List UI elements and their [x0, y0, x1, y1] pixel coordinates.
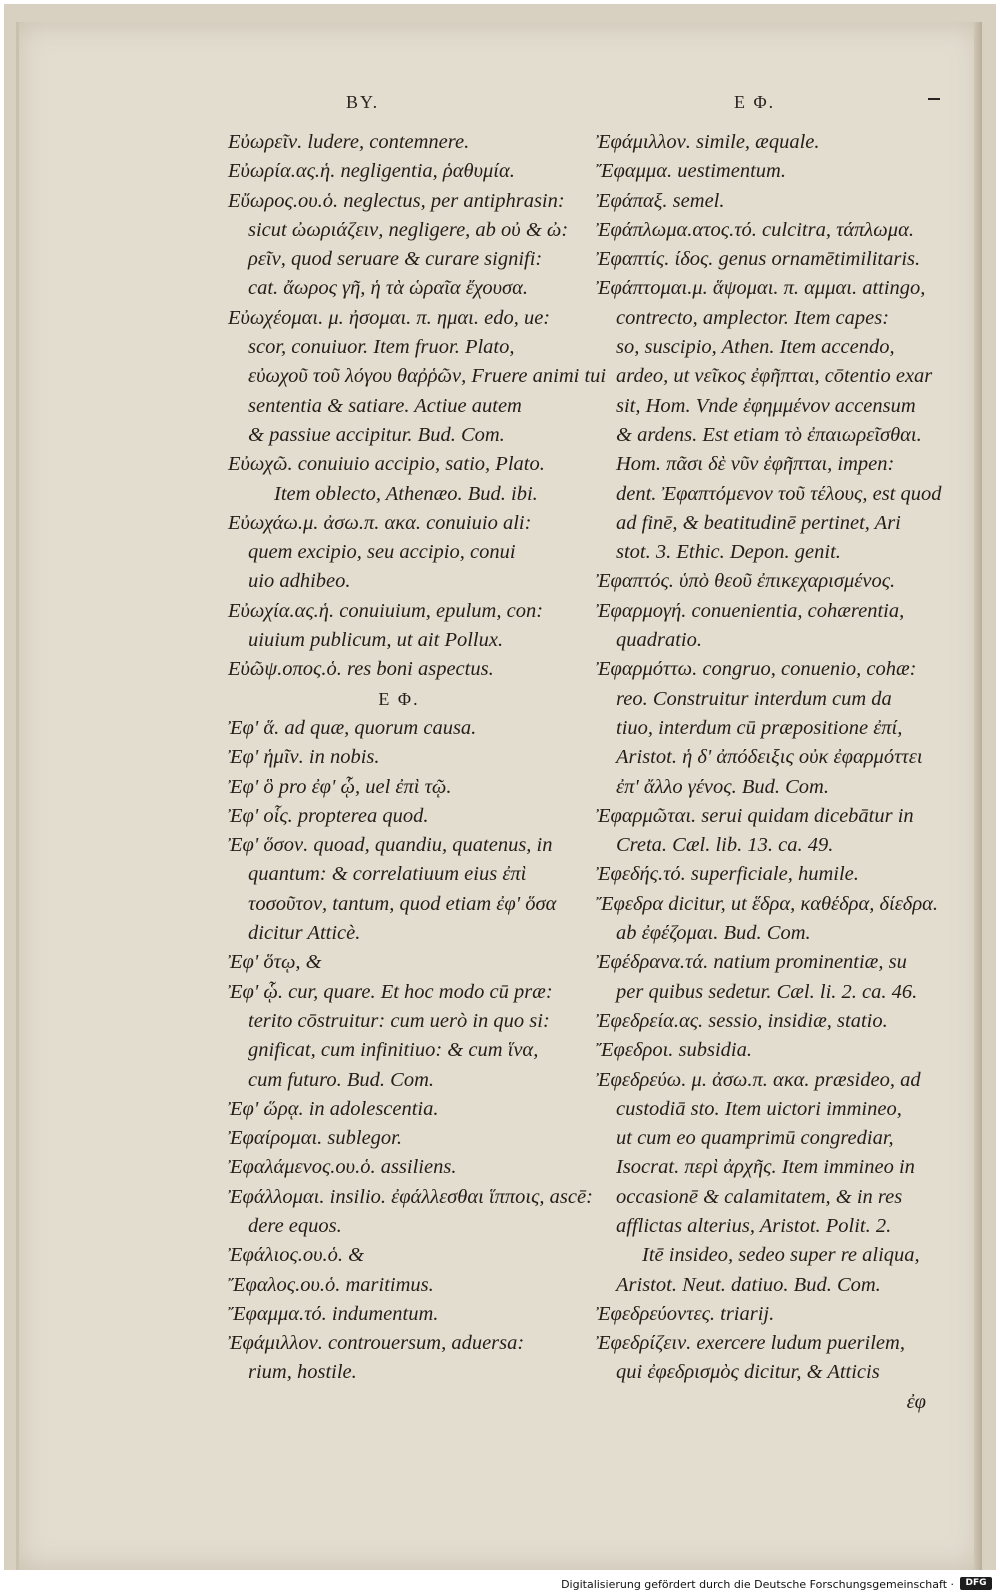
entry-line: Ἐφ' ἅ. ad quæ, quorum causa.: [228, 716, 477, 739]
entry-line: Creta. Cæl. lib. 13. ca. 49.: [616, 834, 834, 857]
entry-line: ἐπ' ἄλλο γένος. Bud. Com.: [616, 775, 829, 798]
entry-line: & passiue accipitur. Bud. Com.: [248, 423, 505, 446]
entry-line: ad finē, & beatitudinē pertinet, Ari: [616, 511, 901, 534]
scan-background: [4, 4, 996, 1570]
entry-line: sicut ὠωριάζειν, negligere, ab οὐ & ὠ:: [248, 218, 569, 241]
entry-line: Εὐωρεῖν. ludere, contemnere.: [228, 131, 470, 153]
entry-line: Ἐφεδής.τό. superficiale, humile.: [596, 863, 859, 886]
entry-line: Ἐφεδρεία.ας. sessio, insidiæ, statio.: [596, 1009, 888, 1032]
entry-line: Ἐφ' ὃ pro ἐφ' ᾧ, uel ἐπὶ τῷ.: [228, 775, 452, 798]
entry-line: Ἐφάλλομαι. insilio. ἐφάλλεσθαι ἵπποις, ascē:: [228, 1185, 593, 1208]
entry-line: quem excipio, seu accipio, conui: [248, 541, 516, 564]
entry-line: cum futuro. Bud. Com.: [248, 1068, 435, 1091]
entry-line: dicitur Atticè.: [248, 922, 361, 945]
entry-line: Ἔφαμμα. uestimentum.: [596, 160, 786, 183]
entry-line: Isocrat. περὶ ἀρχῆς. Item immineo in: [616, 1156, 915, 1179]
entry-line: ρεῖν, quod seruare & curare signifi:: [248, 248, 543, 271]
entry-line: Ἐφ' ᾧ. cur, quare. Et hoc modo cū præ:: [228, 980, 553, 1003]
entry-line: Εὐωχέομαι. μ. ἠσομαι. π. ημαι. edo, ue:: [228, 306, 551, 329]
entry-line: gnificat, cum infinitiuo: & cum ἵνα,: [248, 1039, 539, 1062]
entry-line: Ἐφεδρίζειν. exercere ludum puerilem,: [596, 1332, 905, 1355]
entry-line: scor, conuiuor. Item fruor. Plato,: [248, 336, 515, 359]
entry-line: Itē insideo, sedeo super re aliqua,: [642, 1244, 920, 1267]
entry-line: Item oblecto, Athenæo. Bud. ibi.: [274, 482, 538, 505]
entry-line: Ἔφεδροι. subsidia.: [596, 1039, 752, 1062]
entry-line: Ἐφάμιλλον. simile, æquale.: [596, 131, 820, 153]
page-gutter: [16, 22, 19, 1570]
entry-line: Εὐωχῶ. conuiuio accipio, satio, Plato.: [228, 453, 545, 476]
running-head-right: Ε Φ.: [734, 92, 776, 112]
entry-line: ut cum eo quamprimū congrediar,: [616, 1127, 894, 1150]
entry-line: Ἐφέδρανα.τά. natium prominentiæ, su: [596, 951, 907, 974]
entry-line: Ἐφάπλωμα.ατος.τό. culcitra, τάπλωμα.: [596, 218, 914, 241]
entry-line: quadratio.: [616, 629, 702, 652]
entry-line: dere equos.: [248, 1214, 342, 1237]
entry-line: Εὐῶψ.οπος.ὁ. res boni aspectus.: [228, 658, 494, 681]
entry-line: reo. Construitur interdum cum da: [616, 687, 892, 710]
entry-line: Aristot. Neut. datiuo. Bud. Com.: [616, 1273, 881, 1296]
funding-credit: Digitalisierung gefördert durch die Deutsche Forschungsgemeinschaft ·: [561, 1578, 954, 1591]
entry-line: per quibus sedetur. Cæl. li. 2. ca. 46.: [616, 980, 918, 1003]
entry-line: εὐωχοῦ τοῦ λόγου θαῤῥῶν, Fruere animi tui: [248, 365, 607, 388]
entry-line: Ἐφ' ὅτῳ, &: [228, 951, 322, 974]
entry-line: Εὐωρία.ας.ἡ. negligentia, ῥαθυμία.: [228, 160, 515, 183]
entry-line: τοσοῦτον, tantum, quod etiam ἐφ' ὅσα: [248, 892, 557, 915]
entry-line: Ἐφαρμῶται. serui quidam dicebātur in: [596, 804, 914, 827]
entry-line: Ἐφαρμόττω. congruo, conuenio, cohæ:: [596, 658, 917, 681]
entry-line: Ἐφάλιος.ου.ὁ. &: [228, 1244, 365, 1267]
entry-line: tiuo, interdum cū præpositione ἐπί,: [616, 716, 903, 739]
entry-line: dent. Ἐφαπτόμενον τοῦ τέλους, est quod: [616, 482, 942, 505]
entry-line: Ἐφάμιλλον. controuersum, aduersa:: [228, 1332, 525, 1355]
entry-line: quantum: & correlatiuum eius ἐπὶ: [248, 863, 527, 886]
entry-line: sit, Hom. Vnde ἐφημμένον accensum: [616, 394, 916, 417]
page-edge: [974, 22, 982, 1570]
entry-line: Ἐφαίρομαι. sublegor.: [228, 1127, 403, 1150]
entry-line: Ἐφ' ὅσον. quoad, quandiu, quatenus, in: [228, 834, 553, 857]
entry-line: Hom. πᾶσι δὲ νῦν ἐφῆπται, impen:: [616, 453, 895, 476]
entry-line: Ἐφ' ὥρᾳ. in adolescentia.: [228, 1097, 439, 1120]
book-page: [16, 22, 982, 1570]
entry-line: Ἔφαμμα.τό. indumentum.: [228, 1302, 439, 1325]
entry-line: & ardens. Est etiam τὸ ἐπαιωρεῖσθαι.: [616, 423, 922, 446]
entry-line: Ἐφαλάμενος.ου.ὁ. assiliens.: [228, 1156, 457, 1179]
entry-line: so, suscipio, Athen. Item accendo,: [616, 336, 895, 359]
entry-line: stot. 3. Ethic. Depon. genit.: [616, 541, 841, 564]
entry-line: rium, hostile.: [248, 1361, 357, 1384]
running-head-left: BY.: [346, 92, 380, 112]
entry-line: sententia & satiare. Actiue autem: [248, 394, 522, 417]
right-column: [596, 128, 940, 1417]
entry-line: qui ἐφεδρισμὸς dicitur, & Atticis: [616, 1361, 880, 1384]
entry-line: ardeo, ut νεῖκος ἐφῆπται, cōtentio exar: [616, 365, 933, 388]
entry-line: custodiā sto. Item uictori immineo,: [616, 1097, 902, 1120]
entry-line: Ἔφεδρα dicitur, ut ἕδρα, καθέδρα, δίεδρα.: [596, 892, 939, 915]
entry-line: Ἐφεδρεύω. μ. ἀσω.π. ακα. præsideo, ad: [596, 1068, 921, 1091]
entry-line: contrecto, amplector. Item capes:: [616, 306, 890, 329]
entry-line: Ἐφαρμογή. conuenientia, cohærentia,: [596, 599, 905, 622]
entry-line: uio adhibeo.: [248, 570, 351, 593]
section-heading: Ε Φ.: [378, 688, 420, 709]
footer-bar: [0, 1574, 1000, 1592]
left-column: [228, 128, 607, 1388]
entry-line: Ἐφάπτομαι.μ. ἅψομαι. π. αμμαι. attingo,: [596, 277, 926, 300]
entry-line: uiuium publicum, ut ait Pollux.: [248, 629, 504, 652]
entry-line: cat. ἄωρος γῆ, ἡ τὰ ὡραῖα ἔχουσα.: [248, 277, 529, 300]
entry-line: Ἔφαλος.ου.ὁ. maritimus.: [228, 1273, 434, 1296]
entry-line: Ἐφ' ἡμῖν. in nobis.: [228, 746, 380, 769]
entry-line: Εὐωχία.ας.ἡ. conuiuium, epulum, con:: [228, 599, 544, 622]
dfg-logo-icon: DFG: [960, 1577, 992, 1590]
entry-line: Εὐωχάω.μ. ἀσω.π. ακα. conuiuio ali:: [228, 511, 532, 534]
entry-line: occasionē & calamitatem, & in res: [616, 1185, 903, 1208]
entry-line: Ἐφαπτός. ὑπὸ θεοῦ ἐπικεχαρισμένος.: [596, 570, 896, 593]
running-head-rule: [928, 98, 940, 100]
entry-line: Εὔωρος.ου.ὁ. neglectus, per antiphrasin:: [228, 189, 565, 212]
entry-line: ab ἐφέζομαι. Bud. Com.: [616, 922, 811, 945]
catchword: ἐφ: [906, 1390, 926, 1413]
entry-line: afflictas alterius, Aristot. Polit. 2.: [616, 1214, 892, 1237]
entry-line: terito cōstruitur: cum uerò in quo si:: [248, 1009, 550, 1032]
entry-line: Aristot. ἡ δ' ἀπόδειξις οὐκ ἐφαρμόττει: [616, 746, 923, 769]
entry-line: Ἐφαπτίς. ίδος. genus ornamētimilitaris.: [596, 248, 921, 271]
entry-line: Ἐφάπαξ. semel.: [596, 189, 725, 212]
entry-line: Ἐφ' οἷς. propterea quod.: [228, 804, 429, 827]
entry-line: Ἐφεδρεύοντες. triarij.: [596, 1302, 775, 1325]
